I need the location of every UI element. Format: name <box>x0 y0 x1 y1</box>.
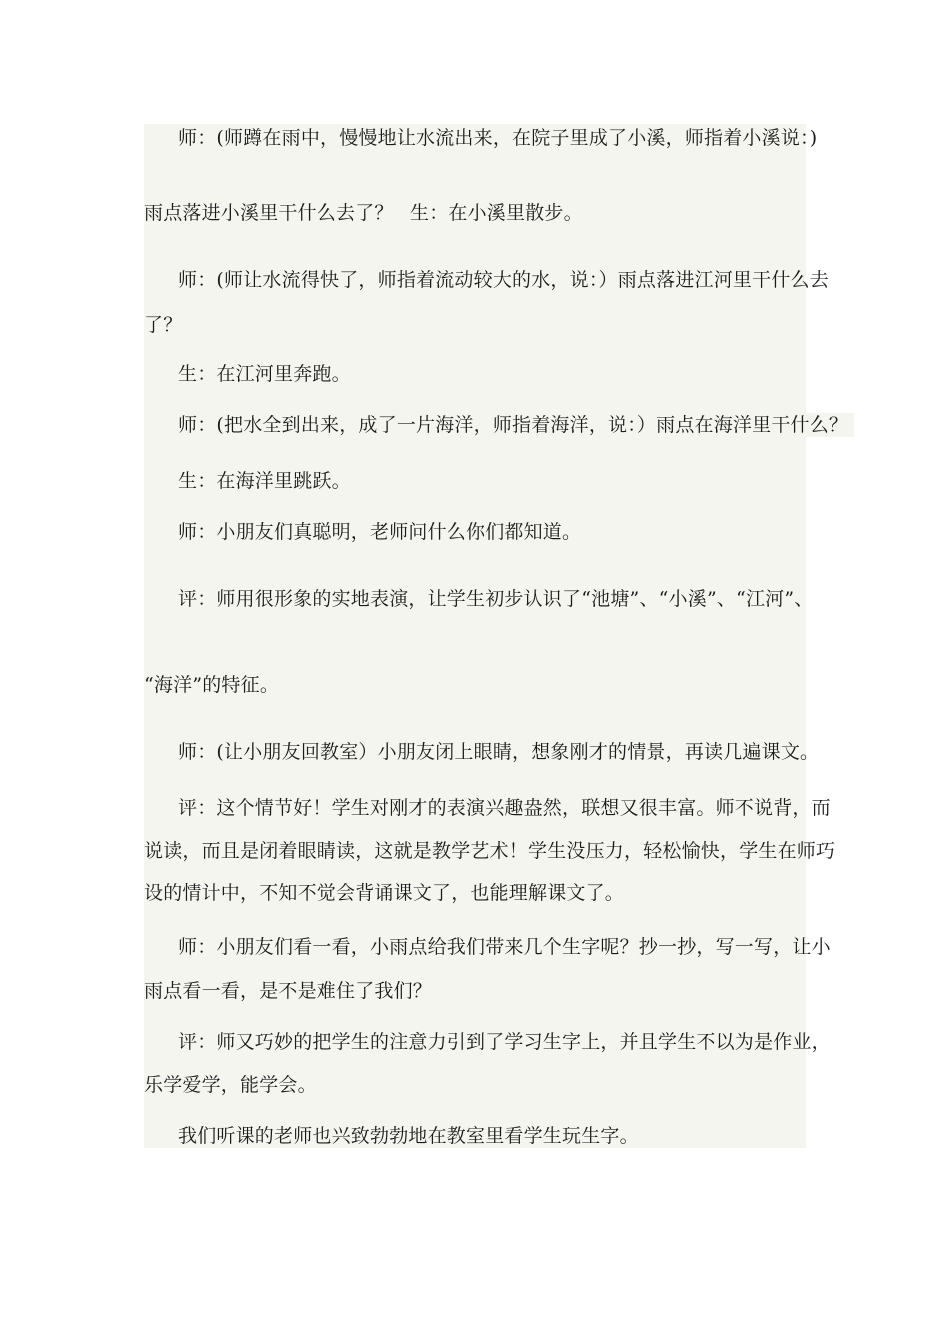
text-line: 了？ <box>144 314 183 336</box>
text-line: 雨点看一看，是不是难住了我们？ <box>144 980 433 1002</box>
text-line: 乐学爱学，能学会。 <box>144 1074 317 1096</box>
text-line: “海洋”的特征。 <box>144 674 280 696</box>
text-line: 师：小朋友们看一看，小雨点给我们带来几个生字呢？抄一抄，写一写，让小 <box>178 936 831 958</box>
text-line: 我们听课的老师也兴致勃勃地在教室里看学生玩生字。 <box>178 1125 639 1147</box>
text-line: 评：师又巧妙的把学生的注意力引到了学习生字上，并且学生不以为是作业， <box>178 1031 831 1053</box>
text-line: 说读，而且是闭着眼睛读，这就是教学艺术！学生没压力，轻松愉快，学生在师巧 <box>144 840 836 862</box>
text-line: 生：在小溪里散步。 <box>410 202 583 224</box>
text-line: 师：(师让水流得快了，师指着流动较大的水，说：）雨点落进江河里干什么去 <box>178 269 829 291</box>
text-line: 雨点落进小溪里干什么去了？ <box>144 202 394 224</box>
text-line: 师：(把水全到出来，成了一片海洋，师指着海洋，说：）雨点在海洋里干什么？ <box>178 413 854 437</box>
text-line: 师：(师蹲在雨中，慢慢地让水流出来，在院子里成了小溪，师指着小溪说：) <box>178 127 818 149</box>
text-line: 评：师用很形象的实地表演，让学生初步认识了“池塘”、“小溪”、“江河”、 <box>178 588 814 610</box>
text-line: 设的情计中，不知不觉会背诵课文了，也能理解课文了。 <box>144 882 625 904</box>
text-line: 师：小朋友们真聪明，老师问什么你们都知道。 <box>178 521 582 543</box>
text-line: 生：在海洋里跳跃。 <box>178 470 351 492</box>
text-line: 师：(让小朋友回教室）小朋友闭上眼睛，想象刚才的情景，再读几遍课文。 <box>178 741 820 763</box>
text-line: 生：在江河里奔跑。 <box>178 363 351 385</box>
text-line: 评：这个情节好！学生对刚才的表演兴趣盎然，联想又很丰富。师不说背，而 <box>178 797 831 819</box>
